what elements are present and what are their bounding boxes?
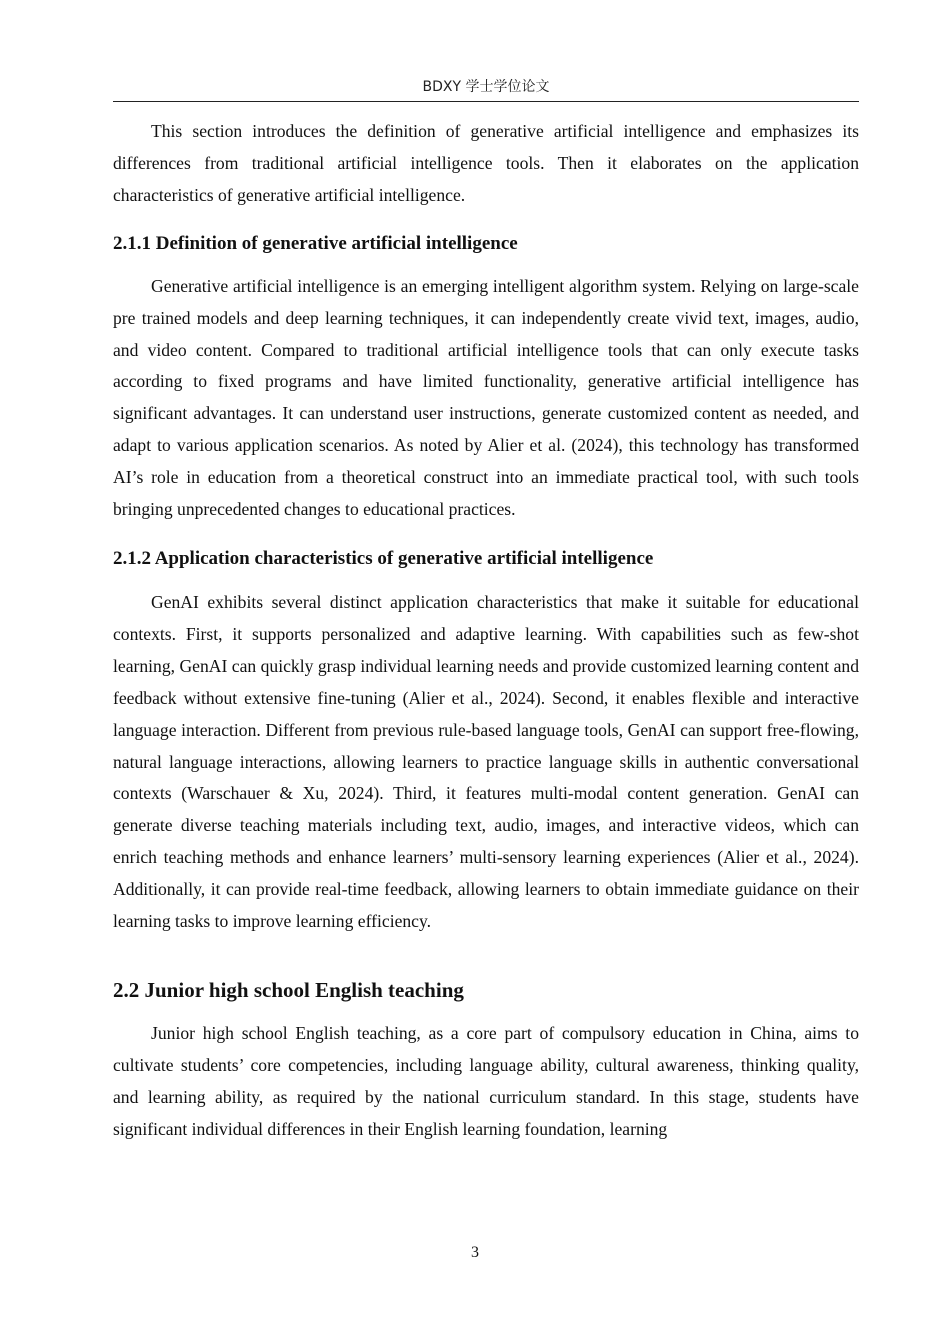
page-number: 3 xyxy=(471,1244,479,1261)
paragraph-2-2: Junior high school English teaching, as a core part of compulsory education in China, aims to cultivate students’ core competencies, including language ability, cultural awareness, thinking quality, and learning ability, as required by the national curriculum standard. In this stage, students have significant individual differences in their English learning foundation, learning xyxy=(113,1022,859,1139)
heading-2-1-1: 2.1.1 Definition of generative artificial intelligence xyxy=(113,232,518,254)
running-header: BDXY 学士学位论文 xyxy=(113,76,859,102)
page-body xyxy=(113,116,859,1146)
paragraph-2-1-1: Generative artificial intelligence is an emerging intelligent algorithm system. Relying on large-scale pre trained models and deep learning techniques, it can independently create vivid text, images, audio, and video content. Compared to traditional artificial intelligence tools that can only execute tasks according to fixed programs and have limited functionality, generative artificial intelligence has significant advantages. It can understand user instructions, generate customized content as needed, and adapt to various application scenarios. As noted by Alier et al. (2024), this technology has transformed AI’s role in education from a theoretical construct into an immediate practical tool, with such tools bringing unprecedented changes to educational practices. xyxy=(113,275,859,520)
heading-2-1-2: 2.1.2 Application characteristics of generative artificial intelligence xyxy=(113,547,654,569)
paragraph-2-1-2: GenAI exhibits several distinct application characteristics that make it suitable for educational contexts. First, it supports personalized and adaptive learning. With capabilities such as few-shot learning, GenAI can quickly grasp individual learning needs and provide customized learning content and feedback without extensive fine-tuning (Alier et al., 2024). Second, it enables flexible and interactive language interaction. Different from previous rule-based language tools, GenAI can support free-flowing, natural language interactions, allowing learners to practice language skills in authentic conversational contexts (Warschauer & Xu, 2024). Third, it features multi-modal content generation. GenAI can generate diverse teaching materials including text, audio, images, and interactive videos, which can enrich teaching methods and enhance learners’ multi-sensory learning experiences (Alier et al., 2024). Additionally, it can provide real-time feedback, allowing learners to obtain immediate guidance on their learning tasks to improve learning efficiency. xyxy=(113,591,859,932)
intro-paragraph: This section introduces the definition of generative artificial intelligence and emphasizes its differences from traditional artificial intelligence tools. Then it elaborates on the application characteristics of generative artificial intelligence. xyxy=(113,121,859,205)
heading-2-2: 2.2 Junior high school English teaching xyxy=(113,977,464,1002)
